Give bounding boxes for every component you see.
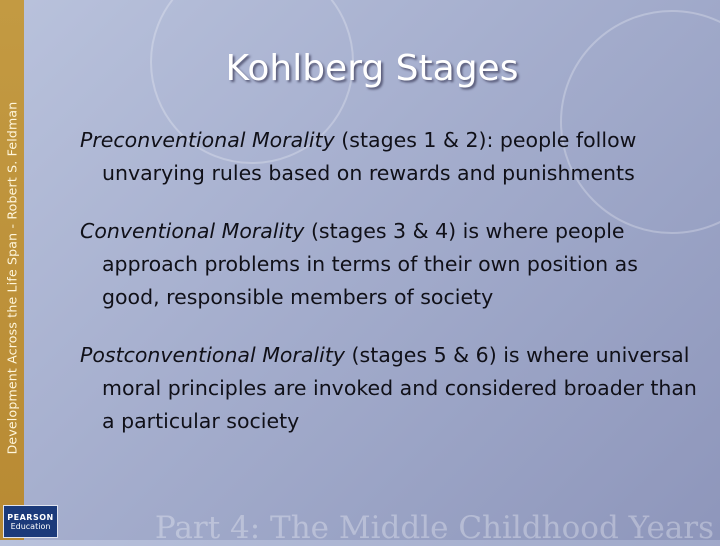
list-item: [80, 124, 700, 190]
list-item: [80, 215, 700, 314]
item-description: (stages 5 & 6) is where universal moral principles are invoked and considered broader than a particular society: [102, 343, 697, 433]
list-item: [80, 339, 700, 438]
item-term: Postconventional Morality: [80, 343, 345, 367]
publisher-logo: [3, 505, 58, 538]
item-description: (stages 3 & 4) is where people approach problems in terms of their own position as good, responsible members of society: [102, 219, 638, 309]
slide-body: [80, 124, 700, 463]
slide-title: Kohlberg Stages: [225, 48, 519, 89]
item-term: Conventional Morality: [80, 219, 305, 243]
item-description: (stages 1 & 2): people follow unvarying rules based on rewards and punishments: [102, 128, 637, 185]
sidebar-book-title: Development Across the Life Span - Robert S. Feldman: [4, 101, 20, 455]
logo-bottom-text: Education: [10, 521, 51, 531]
footer-watermark: Part 4: The Middle Childhood Years: [154, 510, 714, 546]
logo-top-text: PEARSON: [7, 512, 54, 522]
item-term: Preconventional Morality: [80, 128, 335, 152]
